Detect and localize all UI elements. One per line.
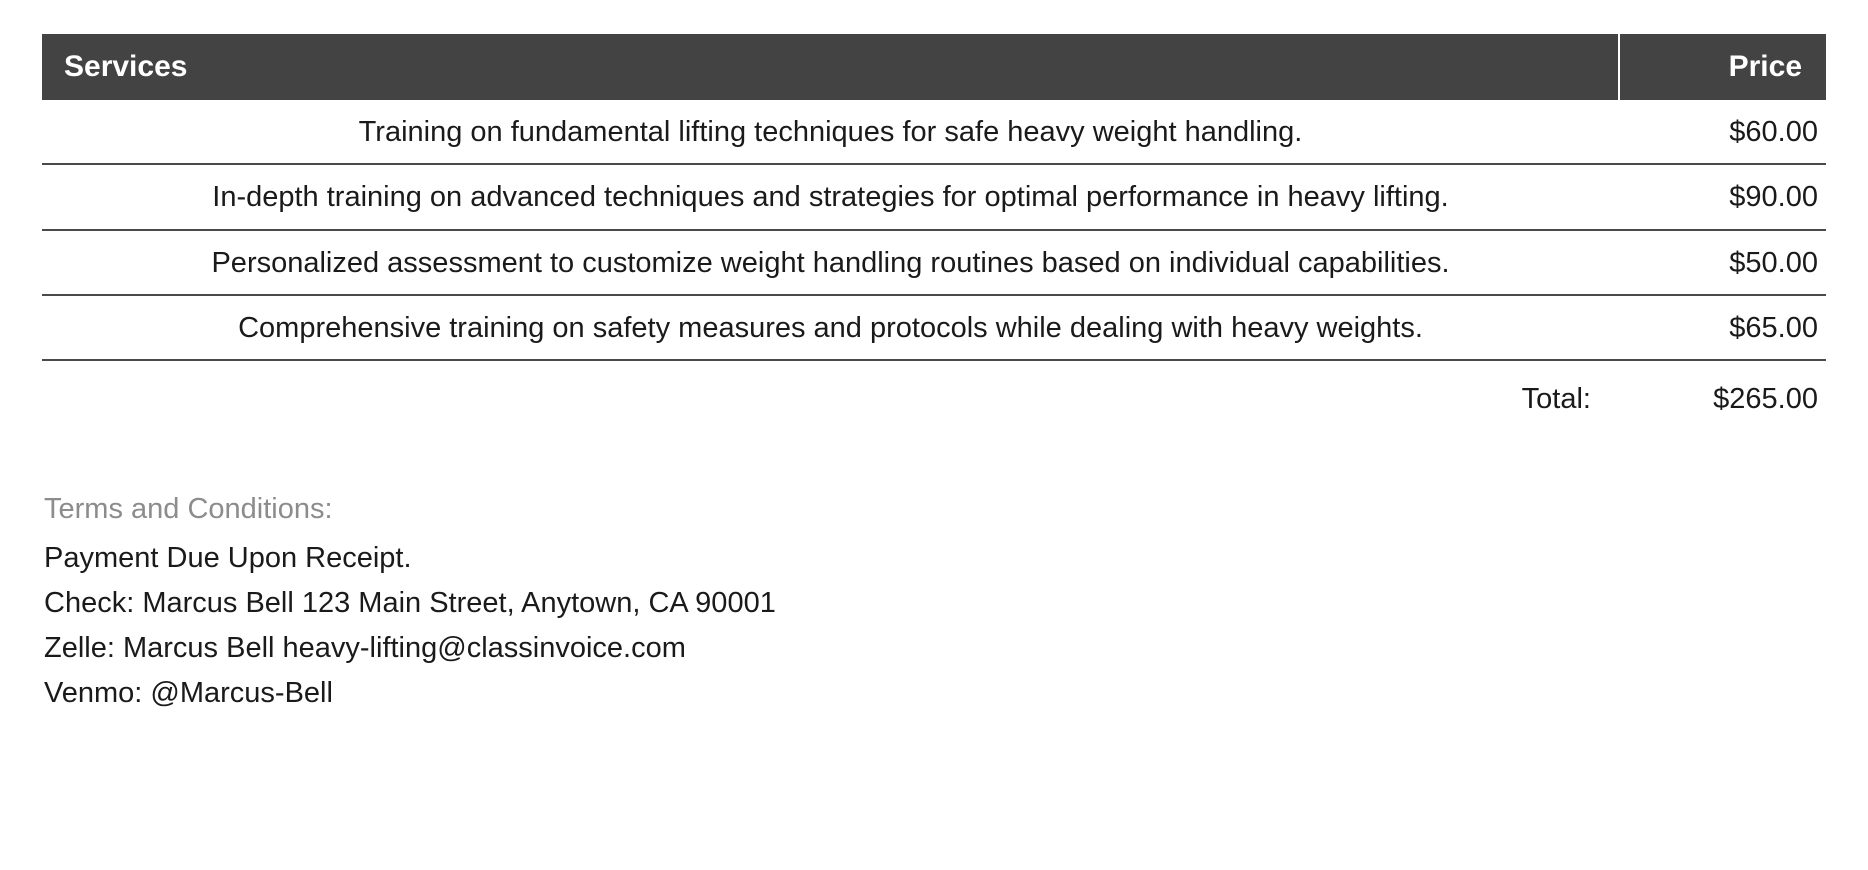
column-header-services: Services xyxy=(42,34,1619,100)
terms-line-zelle: Zelle: Marcus Bell heavy-lifting@classinvoice.com xyxy=(44,632,686,665)
service-price: $65.00 xyxy=(1619,295,1826,360)
services-table-body xyxy=(42,100,1826,431)
total-value: $265.00 xyxy=(1713,383,1818,416)
terms-line-payment: Payment Due Upon Receipt. xyxy=(44,541,412,574)
table-total-row xyxy=(42,360,1826,430)
table-row xyxy=(42,100,1826,164)
service-description: Comprehensive training on safety measures and protocols while dealing with heavy weights. xyxy=(42,295,1619,360)
terms-and-conditions-section xyxy=(42,493,1826,717)
terms-line-venmo: Venmo: @Marcus-Bell xyxy=(44,677,333,710)
services-table-header xyxy=(42,34,1826,100)
services-table xyxy=(42,34,1826,431)
table-header-row xyxy=(42,34,1826,100)
terms-line-check: Check: Marcus Bell 123 Main Street, Anytown, CA 90001 xyxy=(44,586,776,619)
table-row xyxy=(42,295,1826,360)
table-row xyxy=(42,230,1826,295)
table-row xyxy=(42,164,1826,229)
total-label: Total: xyxy=(1521,383,1591,416)
service-description: Training on fundamental lifting techniques for safe heavy weight handling. xyxy=(42,100,1619,164)
terms-title: Terms and Conditions: xyxy=(44,492,333,525)
column-header-price: Price xyxy=(1619,34,1826,100)
service-description: In-depth training on advanced techniques and strategies for optimal performance in heavy lifting. xyxy=(42,164,1619,229)
service-price: $60.00 xyxy=(1619,100,1826,164)
service-price: $90.00 xyxy=(1619,164,1826,229)
service-price: $50.00 xyxy=(1619,230,1826,295)
service-description: Personalized assessment to customize weight handling routines based on individual capabilities. xyxy=(42,230,1619,295)
